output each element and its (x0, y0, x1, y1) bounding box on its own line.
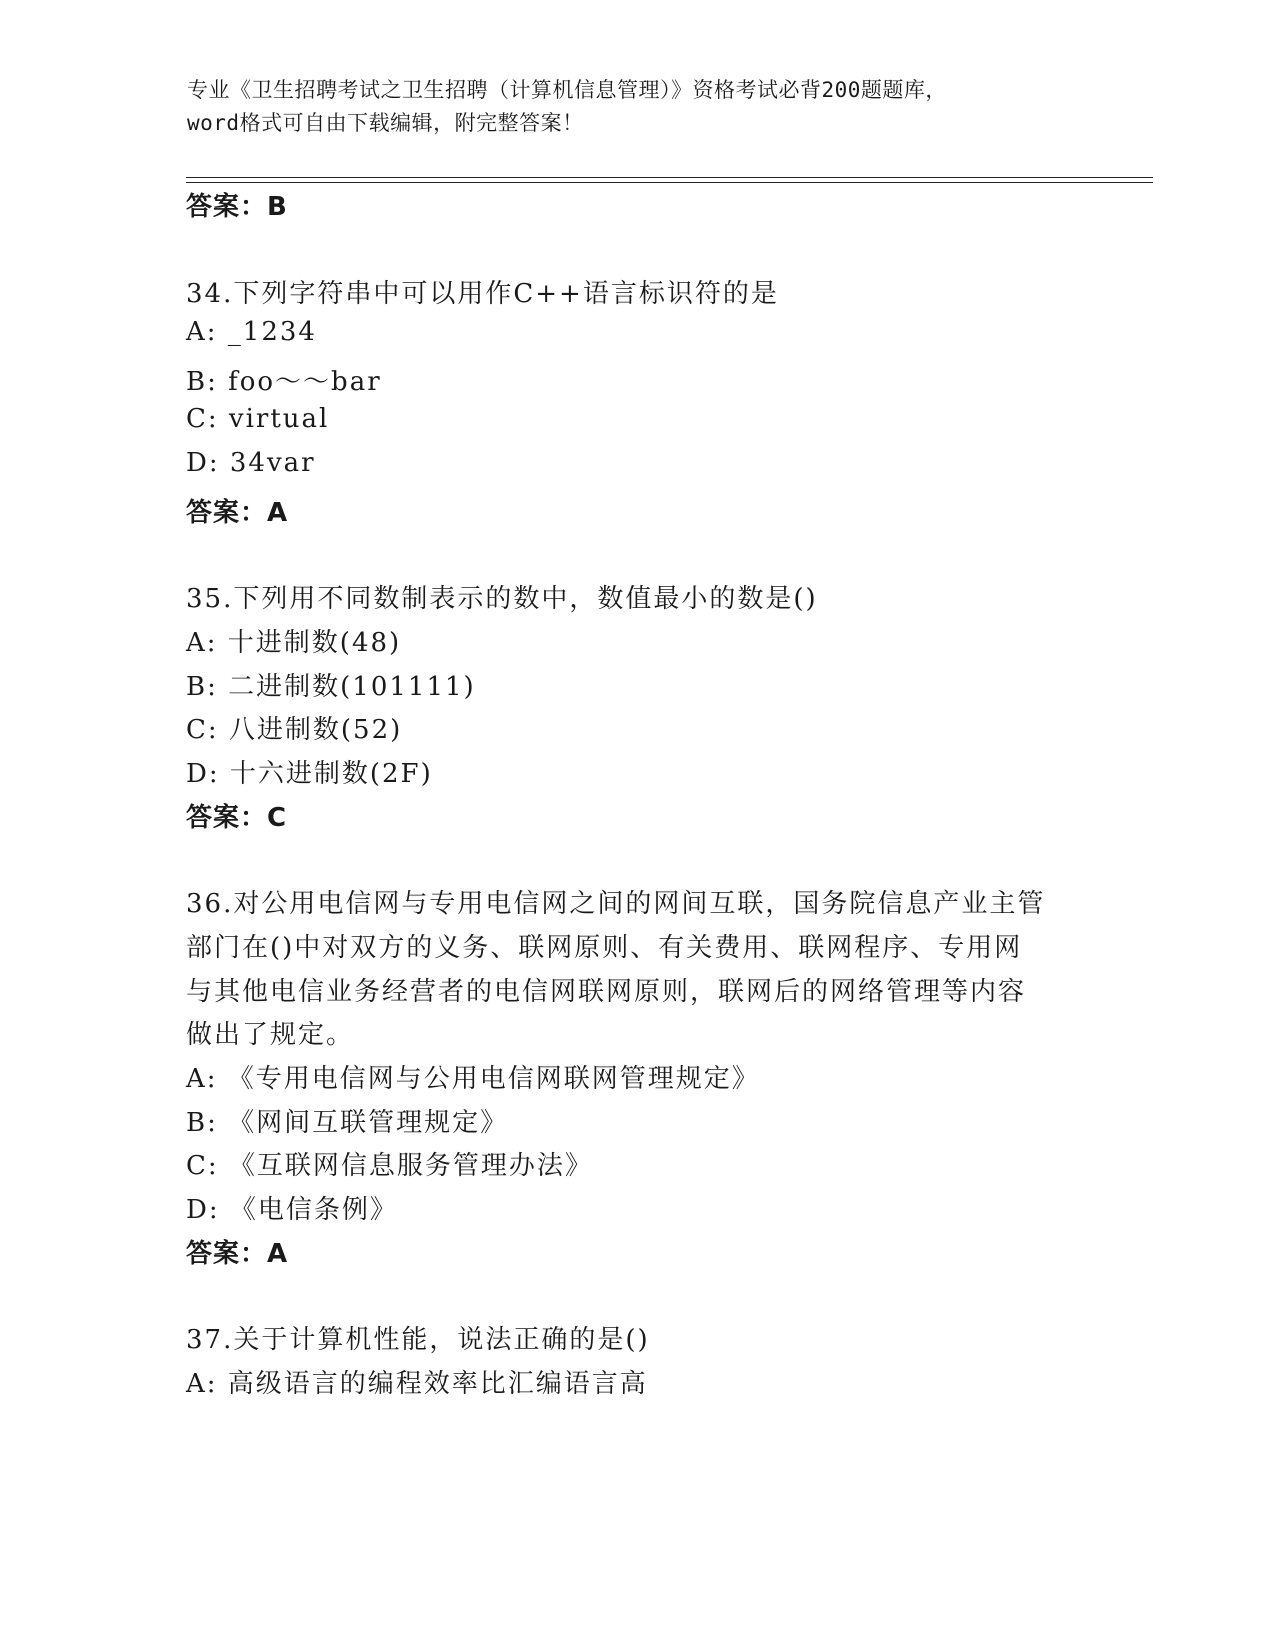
question-35-text: 35.下列用不同数制表示的数中，数值最小的数是() (186, 584, 818, 614)
question-37-text: 37.关于计算机性能，说法正确的是() (186, 1325, 650, 1355)
header-divider-top (186, 177, 1153, 178)
header-line-2: word格式可自由下载编辑，附完整答案！ (187, 111, 584, 135)
previous-answer: 答案：B (186, 192, 288, 222)
question-36-option-d: D: 《电信条例》 (186, 1195, 398, 1225)
question-35-option-a: A: 十进制数(48) (186, 628, 402, 658)
question-36-text-line-3: 与其他电信业务经营者的电信网联网原则，联网后的网络管理等内容 (186, 977, 1027, 1007)
question-35-option-b: B: 二进制数(101111) (186, 672, 476, 702)
question-34-option-b: B: foo～～bar (186, 367, 382, 397)
question-35-option-d: D: 十六进制数(2F) (186, 759, 433, 789)
question-34-option-d: D: 34var (186, 448, 316, 478)
question-34-option-a: A: _1234 (186, 317, 317, 347)
question-34-option-c: C: virtual (186, 404, 330, 434)
header-line-1: 专业《卫生招聘考试之卫生招聘（计算机信息管理）》资格考试必背200题题库， (187, 78, 947, 102)
question-34-text: 34.下列字符串中可以用作C++语言标识符的是 (186, 279, 779, 309)
question-36-option-a: A: 《专用电信网与公用电信网联网管理规定》 (186, 1064, 760, 1094)
question-36-option-c: C: 《互联网信息服务管理办法》 (186, 1151, 593, 1181)
document-header (187, 74, 1087, 140)
question-36-text-line-4: 做出了规定。 (186, 1020, 355, 1050)
question-34-answer: 答案：A (186, 498, 289, 528)
question-37-option-a: A: 高级语言的编程效率比汇编语言高 (186, 1369, 648, 1399)
question-36-text-line-2: 部门在()中对双方的义务、联网原则、有关费用、联网程序、专用网 (186, 933, 1023, 963)
question-36-text-line-1: 36.对公用电信网与专用电信网之间的网间互联，国务院信息产业主管 (186, 889, 1046, 919)
question-36-option-b: B: 《网间互联管理规定》 (186, 1108, 509, 1138)
question-36-answer: 答案：A (186, 1239, 289, 1269)
header-divider-bottom (186, 182, 1153, 183)
question-35-option-c: C: 八进制数(52) (186, 715, 403, 745)
question-35-answer: 答案：C (186, 803, 288, 833)
